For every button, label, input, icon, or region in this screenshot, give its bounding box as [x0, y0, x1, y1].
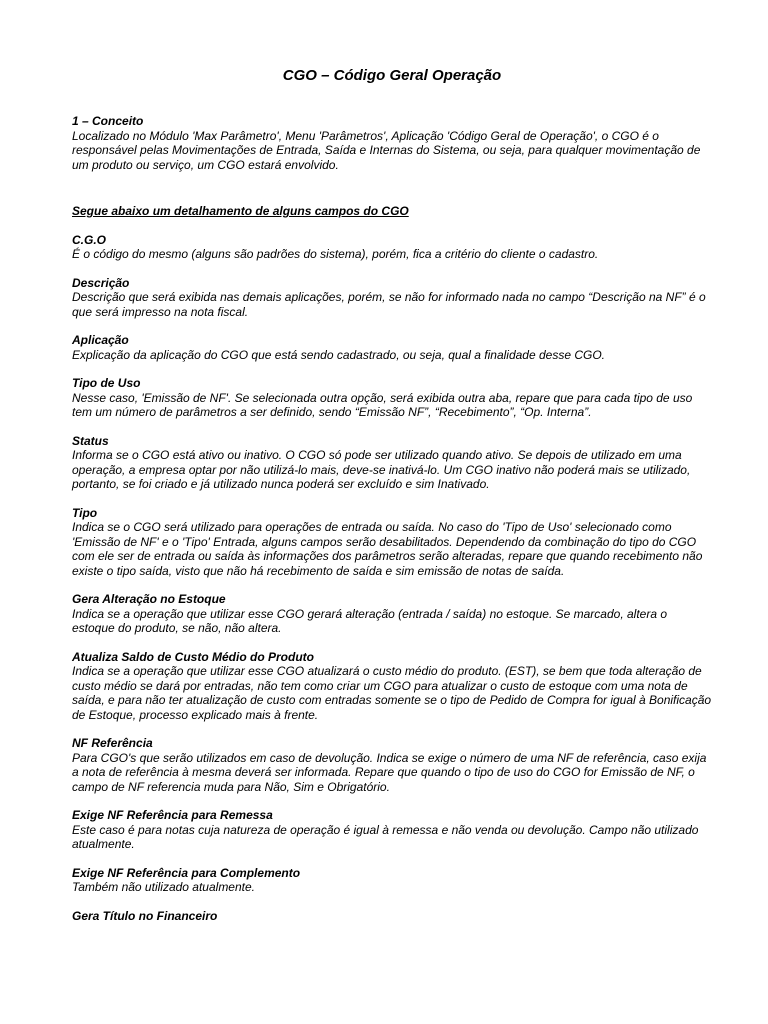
field-heading: NF Referência	[72, 736, 153, 750]
field-text: Para CGO's que serão utilizados em caso de devolução. Indica se exige o número de uma NF de referência, caso exija a nota de referência à mesma deverá ser informada. Repare que quando o tipo de uso do CGO for Emissão de NF, o campo de NF referencia muda para Não, Sim e Obrigatório.	[72, 750, 707, 794]
field-text: Descrição que será exibida nas demais aplicações, porém, se não for informado nada no campo “Descrição na NF” é o que será impresso na nota fiscal.	[72, 290, 706, 319]
field-text: Indica se a operação que utilizar esse CGO atualizará o custo médio do produto. (EST), se bem que toda alteração de custo médio se dará por entradas, não tem como criar um CGO para atualizar o custo de estoque com uma nota de saída, e para não ter atualização de custo com entradas somente se o tipo de Pedido de Compra for igual à Bonificação de Estoque, processo explicado mais à frente.	[72, 664, 712, 722]
field-heading: Gera Título no Financeiro	[72, 908, 218, 923]
field-gera-titulo-financeiro	[72, 909, 712, 924]
field-heading: Tipo de Uso	[72, 376, 141, 390]
field-text: Nesse caso, 'Emissão de NF'. Se selecionada outra opção, será exibida outra aba, repare que para cada tipo de uso tem um número de parâmetros a ser definido, sendo “Emissão NF”, “Recebimento”, “Op. Interna”.	[72, 390, 693, 419]
intro-text: Localizado no Módulo 'Max Parâmetro', Menu 'Parâmetros', Aplicação 'Código Geral de Operação', o CGO é o responsável pelas Movimentações de Entrada, Saída e Internas do Sistema, ou seja, para qualquer movimentação de um produto ou serviço, um CGO estará envolvido.	[72, 128, 701, 172]
field-text: Indica se a operação que utilizar esse CGO gerará alteração (entrada / saída) no estoque. Se marcado, altera o estoque do produto, se não, não altera.	[72, 606, 668, 635]
field-heading: C.G.O	[72, 232, 107, 247]
field-atualiza-saldo-custo	[72, 650, 712, 723]
field-tipo-de-uso	[72, 376, 712, 420]
field-heading: Tipo	[72, 505, 98, 520]
document-page	[72, 66, 712, 937]
field-heading: Exige NF Referência para Remessa	[72, 808, 273, 822]
field-status	[72, 434, 712, 492]
intro-heading: 1 – Conceito	[72, 114, 144, 128]
field-text: Explicação da aplicação do CGO que está sendo cadastrado, ou seja, qual a finalidade desse CGO.	[72, 347, 605, 362]
field-text: É o código do mesmo (alguns são padrões do sistema), porém, fica a critério do cliente o cadastro.	[72, 247, 599, 261]
field-cgo	[72, 233, 712, 262]
field-gera-alteracao-estoque	[72, 592, 712, 636]
field-nf-referencia	[72, 736, 712, 794]
field-heading: Aplicação	[72, 333, 129, 347]
field-text: Informa se o CGO está ativo ou inativo. O CGO só pode ser utilizado quando ativo. Se depois de utilizado em uma operação, a empresa optar por não utilizá-lo mais, deve-se inativá-lo. Um CGO inativo não poderá mais se utilizado, portanto, se foi criado e já utilizado nunca poderá ser excluído e sim Inativado.	[72, 448, 691, 491]
field-exige-nf-complemento	[72, 866, 712, 895]
field-tipo	[72, 506, 712, 579]
field-heading: Status	[72, 433, 109, 448]
field-text: Indica se o CGO será utilizado para operações de entrada ou saída. No caso do 'Tipo de Uso' selecionado como 'Emissão de NF' e o 'Tipo' Entrada, alguns campos serão desabilitados. Dependendo da combinação do tipo do CGO com ele ser de entrada ou saída às informações dos parâmetros serão alteradas, repare que quando recebimento não existe o tipo saída, visto que não há recebimento de saída e sim emissão de notas de saída.	[72, 520, 703, 578]
field-heading: Gera Alteração no Estoque	[72, 592, 226, 606]
field-heading: Descrição	[72, 275, 130, 290]
field-descricao	[72, 276, 712, 320]
document-title: CGO – Código Geral Operação	[282, 67, 502, 84]
field-heading: Exige NF Referência para Complemento	[72, 865, 301, 880]
field-heading: Atualiza Saldo de Custo Médio do Produto	[72, 649, 314, 664]
fields-heading: Segue abaixo um detalhamento de alguns campos do CGO	[72, 204, 409, 218]
field-exige-nf-remessa	[72, 808, 712, 852]
field-text: Também não utilizado atualmente.	[72, 880, 255, 894]
field-text: Este caso é para notas cuja natureza de operação é igual à remessa e não venda ou devolução. Campo não utilizado atualmente.	[72, 822, 699, 851]
intro-section	[72, 114, 712, 172]
field-aplicacao	[72, 333, 712, 362]
